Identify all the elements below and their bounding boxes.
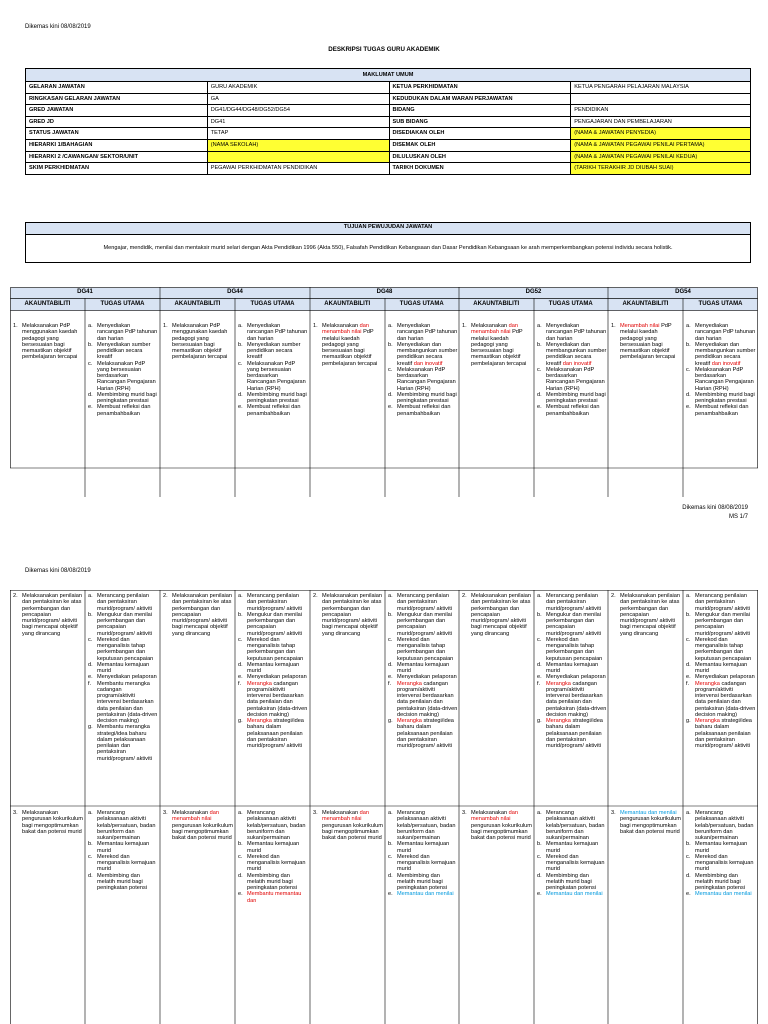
list-item: e. Menyediakan pelaporan xyxy=(388,674,457,681)
list-item: c. Melaksanakan PdP berdasarkan Rancangan Pengajaran Harian (RPH) xyxy=(537,366,605,392)
duty-table-page1 xyxy=(10,287,758,497)
list-item: d. Membimbing murid bagi peningkatan prestasi xyxy=(537,391,606,404)
accountability-item: 3. Melaksanakan dan menambah nilai pengurusan kokurikulum bagi mengoptimumkan bakat dan potensi murid xyxy=(313,810,383,841)
info-value: (NAMA & JAWATAN PEGAWAI PENILAI PERTAMA) xyxy=(571,139,751,151)
list-item: b. Mengukur dan menilai perkembangan dan pencapaian murid/program/ aktiviti xyxy=(238,611,303,637)
main-duties-cell xyxy=(388,810,458,898)
accountability-cell xyxy=(163,810,233,841)
list-item: d. Memantau kemajuan murid xyxy=(238,661,300,674)
list-item: b. Memantau kemajuan murid xyxy=(88,841,150,854)
info-value: (NAMA SEKOLAH) xyxy=(207,139,389,151)
list-item: g. Membantu merangka strategi/idea baharu dalam pelaksanaan penilaian dan pentaksiran murid/program/ aktiviti xyxy=(88,724,153,762)
main-duties-cell xyxy=(88,593,158,762)
list-item: b. Mengukur dan menilai perkembangan dan pencapaian murid/program/ aktiviti xyxy=(686,611,751,637)
list-item: c. Melaksanakan PdP yang bersesuaian berdasarkan Rancangan Pengajaran Harian (RPH) xyxy=(88,360,156,392)
accountability-cell xyxy=(163,323,233,361)
grade-heading-dg41: DG41 xyxy=(77,289,93,295)
col-main-duties: TUGAS UTAMA xyxy=(698,301,743,307)
footer-updated-date: Dikemas kini 08/08/2019 xyxy=(682,505,748,511)
list-item: e. Menyediakan pelaporan xyxy=(238,674,307,681)
info-value: DG41/DG44/DG48/DG52/DG54 xyxy=(207,105,389,117)
info-value: TETAP xyxy=(207,128,389,140)
list-item: a. Merancang pelaksanaan aktiviti kelab/persatuan, badan beruniform dan sukan/permainan xyxy=(686,810,754,841)
accountability-item: 3. Melaksanakan pengurusan kokurikulum bagi mengoptimumkan bakat dan potensi murid xyxy=(13,810,83,835)
accountability-item: 3. Melaksanakan dan menambah nilai pengurusan kokurikulum bagi mengoptimumkan bakat dan potensi murid xyxy=(462,810,532,841)
main-duties-cell xyxy=(537,593,607,749)
accountability-cell xyxy=(462,810,532,841)
main-duties-cell xyxy=(686,323,756,417)
list-item: c. Merekod dan menganalisis tahap perkembangan dan keputusan pencapaian xyxy=(537,636,603,662)
info-value: DG41 xyxy=(207,116,389,128)
purpose-table xyxy=(25,222,751,263)
list-item: d. Memantau kemajuan murid xyxy=(88,661,150,674)
accountability-cell xyxy=(163,593,233,637)
main-duties-cell xyxy=(238,323,308,417)
list-item: d. Memantau kemajuan murid xyxy=(537,661,599,674)
list-item: b. Menyediakan dan membangunkan sumber pendidikan secara kreatif dan inovatif xyxy=(537,341,607,367)
accountability-cell xyxy=(611,593,681,637)
list-item: f. Merangka cadangan program/aktiviti intervensi berdasarkan data penilaian dan pentaksiran (data-driven decision making) xyxy=(686,680,756,718)
list-item: g. Merangka strategi/idea baharu dalam pelaksanaan penilaian dan pentaksiran murid/program/ aktiviti xyxy=(238,718,304,749)
main-duties-cell xyxy=(88,810,158,891)
accountability-item: 1. Menambah nilai PdP melalui kaedah pedagogi yang bersesuaian bagi memastikan objektif pembelajaran tercapai xyxy=(611,323,676,361)
list-item: e. Membuat refleksi dan penambahbaikan xyxy=(388,404,451,417)
accountability-cell xyxy=(611,810,681,835)
list-item: a. Merancang pelaksanaan aktiviti kelab/persatuan, badan beruniform dan sukan/permainan xyxy=(88,810,156,841)
list-item: a. Merancang penilaian dan pentaksiran murid/program/ aktiviti xyxy=(388,593,453,612)
list-item: b. Memantau kemajuan murid xyxy=(388,841,450,854)
list-item: d. Membimbing dan melatih murid bagi peningkatan potensi xyxy=(238,872,298,891)
grade-heading-dg48: DG48 xyxy=(376,289,393,295)
list-item: c. Melaksanakan PdP yang bersesuaian berdasarkan Rancangan Pengajaran Harian (RPH) xyxy=(238,360,306,392)
list-item: c. Merekod dan menganalisis kemajuan murid xyxy=(388,853,456,873)
main-duties-cell xyxy=(388,593,458,749)
info-label: BIDANG xyxy=(389,105,571,117)
list-item: c. Merekod dan menganalisis tahap perkembangan dan keputusan pencapaian xyxy=(88,636,154,662)
col-accountability: AKAUNTABILITI xyxy=(174,301,221,307)
main-duties-cell xyxy=(686,593,756,749)
list-item: d. Membimbing dan melatih murid bagi peningkatan potensi xyxy=(88,872,148,891)
main-duties-cell xyxy=(238,593,308,749)
list-item: e. Membuat refleksi dan penambahbaikan xyxy=(238,404,301,417)
info-label: HIERARKI 2 /CAWANGAN/ SEKTOR/UNIT xyxy=(26,151,208,163)
accountability-item: 1. Melaksanakan dan menambah nilai PdP melalui kaedah pedagogi yang bersesuaian bagi memastikan objektif pembelajaran tercapai xyxy=(462,323,527,367)
grade-heading-dg54: DG54 xyxy=(675,289,691,295)
main-duties-cell xyxy=(537,810,607,898)
accountability-cell xyxy=(462,593,532,637)
accountability-item: 1. Melaksanakan dan menambah nilai PdP melalui kaedah pedagogi yang bersesuaian bagi memastikan objektif pembelajaran tercapai xyxy=(313,323,378,367)
list-item: e. Membantu memantau dan xyxy=(238,891,302,904)
list-item: f. Merangka cadangan program/aktiviti intervensi berdasarkan data penilaian dan pentaksiran (data-driven decision making) xyxy=(388,680,458,718)
accountability-cell xyxy=(313,323,383,367)
info-label: SUB BIDANG xyxy=(389,116,571,128)
accountability-cell xyxy=(313,593,383,637)
info-label: SKIM PERKHIDMATAN xyxy=(26,163,208,175)
accountability-item: 2. Melaksanakan penilaian dan pentaksiran ke atas perkembangan dan pencapaian murid/program/ aktiviti bagi mencapai objektif yang dirancang xyxy=(611,593,681,637)
page2-updated-date: Dikemas kini 08/08/2019 xyxy=(25,568,91,574)
grade-heading-dg52: DG52 xyxy=(525,289,542,295)
accountability-cell xyxy=(13,810,83,835)
list-item: e. Membuat refleksi dan penambahbaikan xyxy=(88,404,151,417)
info-row xyxy=(26,105,751,117)
list-item: c. Merekod dan menganalisis kemajuan murid xyxy=(537,853,605,873)
list-item: a. Menyediakan rancangan PdP tahunan dan harian xyxy=(686,323,756,342)
list-item: d. Membimbing dan melatih murid bagi peningkatan potensi xyxy=(537,872,597,891)
accountability-cell xyxy=(611,323,681,361)
info-row xyxy=(26,139,751,151)
list-item: e. Memantau dan menilai xyxy=(537,891,603,898)
col-accountability: AKAUNTABILITI xyxy=(324,301,371,307)
list-item: c. Merekod dan menganalisis kemajuan murid xyxy=(686,853,754,873)
info-label: TARIKH DOKUMEN xyxy=(389,163,571,175)
info-label: GELARAN JAWATAN xyxy=(26,82,208,94)
list-item: c. Merekod dan menganalisis kemajuan murid xyxy=(88,853,156,873)
list-item: e. Memantau dan menilai xyxy=(686,891,752,898)
accountability-cell xyxy=(462,323,532,367)
list-item: d. Memantau kemajuan murid xyxy=(686,661,748,674)
list-item: e. Menyediakan pelaporan xyxy=(88,674,157,681)
info-value: PENDIDIKAN xyxy=(571,105,751,117)
page-number: MS 1/7 xyxy=(728,514,748,520)
info-row xyxy=(26,93,751,105)
list-item: d. Membimbing murid bagi peningkatan prestasi xyxy=(88,391,157,404)
list-item: d. Membimbing murid bagi peningkatan prestasi xyxy=(388,391,457,404)
col-main-duties: TUGAS UTAMA xyxy=(250,301,295,307)
list-item: c. Melaksanakan PdP berdasarkan Rancangan Pengajaran Harian (RPH) xyxy=(388,366,456,392)
accountability-item: 3. Memantau dan menilai pengurusan kokurikulum bagi mengoptimumkan bakat dan potensi murid xyxy=(611,810,681,835)
list-item: a. Merancang pelaksanaan aktiviti kelab/persatuan, badan beruniform dan sukan/permainan xyxy=(238,810,306,841)
info-label: DILULUSKAN OLEH xyxy=(389,151,571,163)
list-item: b. Mengukur dan menilai perkembangan dan pencapaian murid/program/ aktiviti xyxy=(537,611,602,637)
info-label: HIERARKI 1/BAHAGIAN xyxy=(26,139,208,151)
list-item: f. Merangka cadangan program/aktiviti intervensi berdasarkan data penilaian dan pentaksiran (data-driven decision making) xyxy=(238,680,308,718)
list-item: e. Menyediakan pelaporan xyxy=(686,674,755,681)
info-value: GURU AKADEMIK xyxy=(207,82,389,94)
list-item: b. Mengukur dan menilai perkembangan dan pencapaian murid/program/ aktiviti xyxy=(88,611,153,637)
accountability-item: 1. Melaksanakan PdP menggunakan kaedah pedagogi yang bersesuaian bagi memastikan objektif pembelajaran tercapai xyxy=(13,323,78,361)
page-updated-date: Dikemas kini 08/08/2019 xyxy=(25,24,91,30)
purpose-heading: TUJUAN PEWUJUDAN JAWATAN xyxy=(26,223,751,235)
list-item: a. Menyediakan rancangan PdP tahunan dan harian xyxy=(88,323,158,342)
list-item: a. Merancang penilaian dan pentaksiran murid/program/ aktiviti xyxy=(238,593,303,612)
info-label: RINGKASAN GELARAN JAWATAN xyxy=(26,93,208,105)
accountability-cell xyxy=(13,593,83,637)
list-item: c. Merekod dan menganalisis tahap perkembangan dan keputusan pencapaian xyxy=(686,636,752,662)
list-item: b. Menyediakan sumber pendidikan secara kreatif xyxy=(238,341,301,361)
info-row xyxy=(26,116,751,128)
list-item: c. Merekod dan menganalisis tahap perkembangan dan keputusan pencapaian xyxy=(238,636,304,662)
list-item: b. Memantau kemajuan murid xyxy=(686,841,748,854)
list-item: e. Membuat refleksi dan penambahbaikan xyxy=(537,404,600,417)
info-label: STATUS JAWATAN xyxy=(26,128,208,140)
list-item: a. Merancang pelaksanaan aktiviti kelab/persatuan, badan beruniform dan sukan/permainan xyxy=(537,810,605,841)
col-main-duties: TUGAS UTAMA xyxy=(548,301,593,307)
info-label: GRED JD xyxy=(26,116,208,128)
accountability-cell xyxy=(313,810,383,841)
list-item: a. Merancang penilaian dan pentaksiran murid/program/ aktiviti xyxy=(88,593,153,612)
list-item: b. Memantau kemajuan murid xyxy=(537,841,599,854)
info-value: KETUA PENGARAH PELAJARAN MALAYSIA xyxy=(571,82,751,94)
accountability-cell xyxy=(13,323,83,361)
list-item: g. Merangka strategi/idea baharu dalam pelaksanaan penilaian dan pentaksiran murid/program/ aktiviti xyxy=(388,718,454,749)
list-item: b. Menyediakan dan membangunkan sumber pendidikan secara kreatif dan inovatif xyxy=(686,341,756,367)
info-row xyxy=(26,163,751,175)
list-item: b. Mengukur dan menilai perkembangan dan pencapaian murid/program/ aktiviti xyxy=(388,611,453,637)
accountability-item: 2. Melaksanakan penilaian dan pentaksiran ke atas perkembangan dan pencapaian murid/program/ aktiviti bagi mencapai objektif yang dirancang xyxy=(13,593,83,637)
list-item: c. Melaksanakan PdP berdasarkan Rancangan Pengajaran Harian (RPH) xyxy=(686,366,754,392)
accountability-item: 1. Melaksanakan PdP menggunakan kaedah pedagogi yang bersesuaian bagi memastikan objektif pembelajaran tercapai xyxy=(163,323,228,361)
accountability-item: 2. Melaksanakan penilaian dan pentaksiran ke atas perkembangan dan pencapaian murid/program/ aktiviti bagi mencapai objektif yang dirancang xyxy=(462,593,532,637)
info-row xyxy=(26,128,751,140)
list-item: a. Merancang pelaksanaan aktiviti kelab/persatuan, badan beruniform dan sukan/permainan xyxy=(388,810,456,841)
info-value: (NAMA & JAWATAN PENYEDIA) xyxy=(571,128,751,140)
info-value: PEGAWAI PERKHIDMATAN PENDIDIKAN xyxy=(207,163,389,175)
list-item: f. Membantu merangka cadangan program/aktiviti intervensi berdasarkan data penilaian dan pentaksiran (data-driven decision making) xyxy=(88,680,158,724)
main-duties-cell xyxy=(88,323,158,417)
list-item: d. Membimbing murid bagi peningkatan prestasi xyxy=(686,391,755,404)
general-info-table xyxy=(25,68,751,175)
list-item: g. Merangka strategi/idea baharu dalam pelaksanaan penilaian dan pentaksiran murid/program/ aktiviti xyxy=(537,718,603,749)
info-value: PENGAJARAN DAN PEMBELAJARAN xyxy=(571,116,751,128)
list-item: c. Merekod dan menganalisis tahap perkembangan dan keputusan pencapaian xyxy=(388,636,454,662)
main-duties-cell xyxy=(238,810,308,904)
info-label: DISEDIAKAN OLEH xyxy=(389,128,571,140)
col-main-duties: TUGAS UTAMA xyxy=(399,301,444,307)
main-duties-cell xyxy=(686,810,756,898)
list-item: a. Merancang penilaian dan pentaksiran murid/program/ aktiviti xyxy=(537,593,602,612)
list-item: f. Merangka cadangan program/aktiviti intervensi berdasarkan data penilaian dan pentaksiran (data-driven decision making) xyxy=(537,680,607,718)
grade-heading-dg44: DG44 xyxy=(227,289,243,295)
info-label: DISEMAK OLEH xyxy=(389,139,571,151)
info-label: GRED JAWATAN xyxy=(26,105,208,117)
list-item: b. Menyediakan dan membangunkan sumber pendidikan secara kreatif dan inovatif xyxy=(388,341,458,367)
list-item: d. Memantau kemajuan murid xyxy=(388,661,450,674)
accountability-item: 3. Melaksanakan dan menambah nilai pengurusan kokurikulum bagi mengoptimumkan bakat dan potensi murid xyxy=(163,810,233,841)
list-item: d. Membimbing dan melatih murid bagi peningkatan potensi xyxy=(686,872,746,891)
col-accountability: AKAUNTABILITI xyxy=(473,301,520,307)
list-item: e. Membuat refleksi dan penambahbaikan xyxy=(686,404,749,417)
accountability-item: 2. Melaksanakan penilaian dan pentaksiran ke atas perkembangan dan pencapaian murid/program/ aktiviti bagi mencapai objektif yang dirancang xyxy=(163,593,233,637)
col-accountability: AKAUNTABILITI xyxy=(622,301,669,307)
list-item: a. Menyediakan rancangan PdP tahunan dan harian xyxy=(388,323,458,342)
info-value: (NAMA & JAWATAN PEGAWAI PENILAI KEDUA) xyxy=(571,151,751,163)
col-main-duties: TUGAS UTAMA xyxy=(100,301,145,307)
list-item: c. Merekod dan menganalisis kemajuan murid xyxy=(238,853,306,873)
main-duties-cell xyxy=(537,323,607,417)
list-item: d. Membimbing murid bagi peningkatan prestasi xyxy=(238,391,307,404)
list-item: g. Merangka strategi/idea baharu dalam pelaksanaan penilaian dan pentaksiran murid/program/ aktiviti xyxy=(686,718,752,749)
main-duties-cell xyxy=(388,323,458,417)
info-label: KEDUDUKAN DALAM WARAN PERJAWATAN xyxy=(389,93,571,105)
list-item: d. Membimbing dan melatih murid bagi peningkatan potensi xyxy=(388,872,448,891)
info-label: KETUA PERKHIDMATAN xyxy=(389,82,571,94)
info-value: (TARIKH TERAKHIR JD DIUBAH SUAI) xyxy=(571,163,751,175)
list-item: e. Memantau dan menilai xyxy=(388,891,454,898)
duty-table-page2 xyxy=(10,590,758,1024)
col-accountability: AKAUNTABILITI xyxy=(24,301,71,307)
purpose-text: Mengajar, mendidik, menilai dan mentaksir murid selari dengan Akta Pendidikan 1996 (Akta 550), Falsafah Pendidikan Kebangsaan dan Dasar Pendidikan Kebangsaan ke arah memperkembangkan potensi individu secara holistik. xyxy=(26,235,751,263)
list-item: b. Memantau kemajuan murid xyxy=(238,841,300,854)
list-item: a. Menyediakan rancangan PdP tahunan dan harian xyxy=(238,323,308,342)
general-info-heading: MAKLUMAT UMUM xyxy=(26,69,751,82)
info-value xyxy=(571,93,751,105)
document-title: DESKRIPSI TUGAS GURU AKADEMIK xyxy=(328,46,440,53)
list-item: a. Menyediakan rancangan PdP tahunan dan harian xyxy=(537,323,607,342)
info-row xyxy=(26,82,751,94)
accountability-item: 2. Melaksanakan penilaian dan pentaksiran ke atas perkembangan dan pencapaian murid/program/ aktiviti bagi mencapai objektif yang dirancang xyxy=(313,593,383,637)
info-value: GA xyxy=(207,93,389,105)
list-item: a. Merancang penilaian dan pentaksiran murid/program/ aktiviti xyxy=(686,593,751,612)
info-value xyxy=(207,151,389,163)
list-item: e. Menyediakan pelaporan xyxy=(537,674,606,681)
list-item: b. Menyediakan sumber pendidikan secara kreatif xyxy=(88,341,151,361)
info-row xyxy=(26,151,751,163)
